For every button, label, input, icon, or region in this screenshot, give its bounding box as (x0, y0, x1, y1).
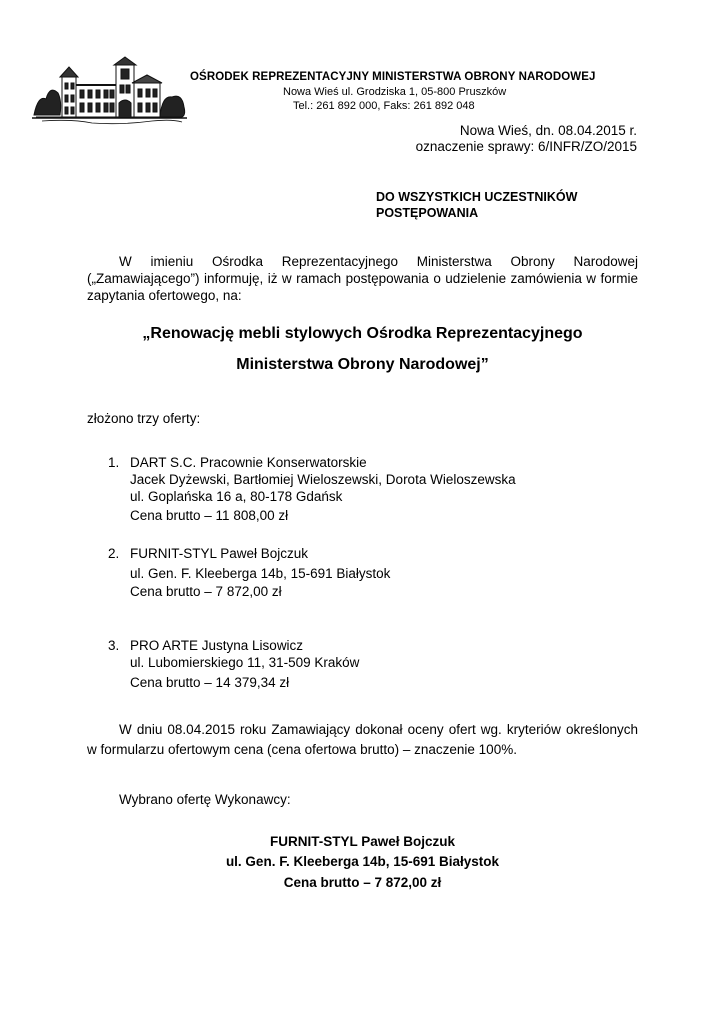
subject-title-line-1: „Renowację mebli stylowych Ośrodka Reprezentacyjnego (142, 325, 583, 342)
organization-name: OŚRODEK REPREZENTACYJNY MINISTERSTWA OBRONY NARODOWEJ (190, 71, 596, 83)
chosen-intro: Wybrano ofertę Wykonawcy: (119, 792, 291, 807)
recipient-block (376, 189, 577, 221)
building-logo (32, 55, 187, 127)
organization-phone: Tel.: 261 892 000, Faks: 261 892 048 (293, 100, 475, 112)
offer-number: 3. (108, 638, 120, 653)
organization-address: Nowa Wieś ul. Grodziska 1, 05-800 Pruszków (283, 86, 507, 98)
evaluation-paragraph (87, 720, 638, 760)
offer-company: DART S.C. Pracownie Konserwatorskie (130, 455, 367, 470)
recipient-line-2: POSTĘPOWANIA (376, 206, 479, 220)
offer-address: ul. Goplańska 16 a, 80-178 Gdańsk (130, 489, 343, 504)
subject-title-line-2: Ministerstwa Obrony Narodowej” (236, 356, 489, 373)
offer-number: 1. (108, 455, 120, 470)
evaluation-text: W dniu 08.04.2015 roku Zamawiający dokonał oceny ofert wg. kryteriów określonych w formularzu ofertowym cena (cena ofertowa brutto) – znaczenie 100%. (87, 722, 638, 757)
offer-price: Cena brutto – 11 808,00 zł (130, 508, 289, 523)
intro-text: W imieniu Ośrodka Reprezentacyjnego Ministerstwa Obrony Narodowej („Zamawiającego”) informuję, iż w ramach postępowania o udzielenie zamówienia w formie zapytania ofertowego, na: (87, 254, 638, 303)
offer-number: 2. (108, 546, 120, 561)
intro-paragraph (87, 253, 638, 304)
winner-address: ul. Gen. F. Kleeberga 14b, 15-691 Białystok (225, 854, 500, 869)
recipient-line-1: DO WSZYSTKICH UCZESTNIKÓW (376, 190, 578, 204)
offers-intro: złożono trzy oferty: (87, 411, 201, 426)
offer-address: ul. Gen. F. Kleeberga 14b, 15-691 Białystok (130, 566, 391, 581)
offer-company: FURNIT-STYL Paweł Bojczuk (130, 546, 309, 561)
winner-name: FURNIT-STYL Paweł Bojczuk (269, 834, 456, 849)
offer-company: PRO ARTE Justyna Lisowicz (130, 638, 304, 653)
document-date: Nowa Wieś, dn. 08.04.2015 r. (459, 123, 637, 138)
case-reference: oznaczenie sprawy: 6/INFR/ZO/2015 (415, 139, 637, 154)
offer-owners: Jacek Dyżewski, Bartłomiej Wieloszewski, Dorota Wieloszewska (130, 472, 516, 487)
offer-address: ul. Lubomierskiego 11, 31-509 Kraków (130, 655, 360, 670)
offer-price: Cena brutto – 14 379,34 zł (130, 675, 290, 690)
winner-price: Cena brutto – 7 872,00 zł (283, 875, 442, 890)
offer-price: Cena brutto – 7 872,00 zł (130, 584, 282, 599)
